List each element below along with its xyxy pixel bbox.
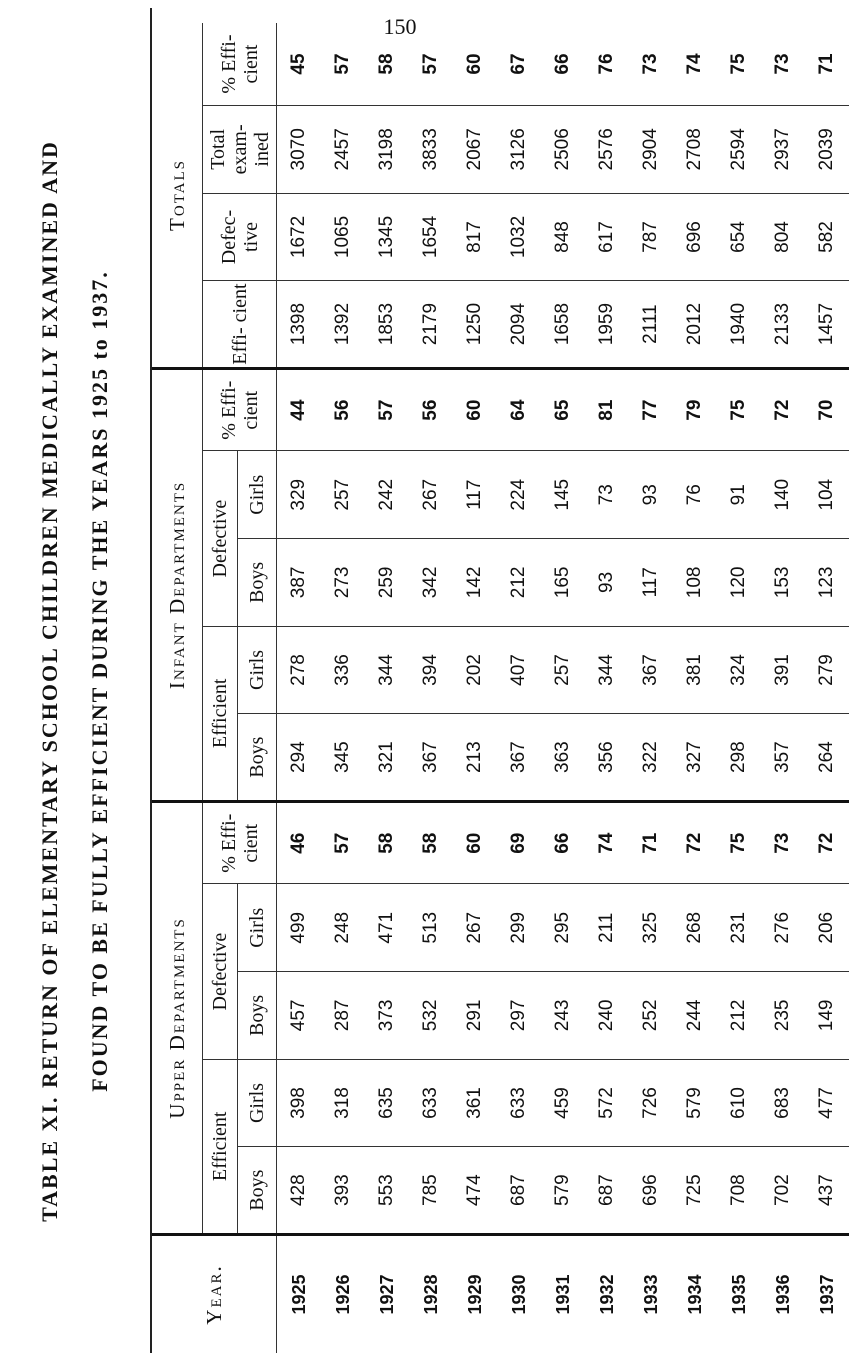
cell-u-eff-girls: 726 <box>629 1059 673 1147</box>
totals-defective-header: Defec- tive <box>203 193 277 281</box>
cell-i-def-girls: 104 <box>805 451 849 539</box>
table-row <box>761 23 805 1353</box>
table-title <box>0 0 150 1361</box>
cell-year: 1930 <box>508 1274 529 1315</box>
cell-t-total: 2904 <box>629 106 673 194</box>
cell-u-def-girls: 268 <box>673 884 717 972</box>
cell-t-pct: 66 <box>541 23 585 106</box>
cell-i-pct: 56 <box>409 368 453 451</box>
cell-t-def: 1654 <box>409 193 453 281</box>
cell-t-eff: 2111 <box>629 281 673 369</box>
cell-i-def-girls: 242 <box>365 451 409 539</box>
cell-i-eff-girls: 344 <box>585 626 629 714</box>
cell-t-eff: 2179 <box>409 281 453 369</box>
cell-t-def: 1065 <box>321 193 365 281</box>
cell-u-def-boys: 297 <box>497 972 541 1060</box>
table-row <box>365 23 409 1353</box>
cell-i-def-girls: 224 <box>497 451 541 539</box>
cell-i-pct: 72 <box>761 368 805 451</box>
cell-year: 1928 <box>420 1274 441 1315</box>
cell-u-eff-boys: 553 <box>365 1147 409 1235</box>
cell-t-eff: 1853 <box>365 281 409 369</box>
cell-u-eff-girls: 683 <box>761 1059 805 1147</box>
cell-i-def-girls: 117 <box>453 451 497 539</box>
cell-u-eff-boys: 785 <box>409 1147 453 1235</box>
rotated-table-container <box>152 23 837 1353</box>
cell-i-eff-boys: 213 <box>453 714 497 802</box>
table-row <box>497 23 541 1353</box>
table-row <box>673 23 717 1353</box>
cell-t-pct: 74 <box>673 23 717 106</box>
cell-t-total: 3833 <box>409 106 453 194</box>
table-row <box>585 23 629 1353</box>
cell-i-def-boys: 342 <box>409 539 453 627</box>
cell-t-pct: 58 <box>365 23 409 106</box>
cell-i-def-girls: 329 <box>277 451 322 539</box>
cell-i-eff-girls: 278 <box>277 626 322 714</box>
title-line-2: FOUND TO BE FULLY EFFICIENT DURING THE YEARS 1925 to 1937. <box>87 269 112 1092</box>
cell-t-eff: 2133 <box>761 281 805 369</box>
cell-u-def-boys: 291 <box>453 972 497 1060</box>
cell-u-eff-girls: 635 <box>365 1059 409 1147</box>
cell-i-eff-boys: 367 <box>409 714 453 802</box>
cell-u-def-girls: 267 <box>453 884 497 972</box>
cell-t-def: 617 <box>585 193 629 281</box>
cell-t-total: 2594 <box>717 106 761 194</box>
year-header: Year. <box>152 1234 277 1353</box>
cell-u-pct: 74 <box>585 801 629 884</box>
cell-year: 1931 <box>552 1274 573 1315</box>
cell-i-def-boys: 108 <box>673 539 717 627</box>
cell-u-def-girls: 206 <box>805 884 849 972</box>
cell-u-eff-boys: 702 <box>761 1147 805 1235</box>
cell-t-eff: 2012 <box>673 281 717 369</box>
cell-u-pct: 66 <box>541 801 585 884</box>
cell-t-pct: 71 <box>805 23 849 106</box>
cell-t-def: 787 <box>629 193 673 281</box>
totals-efficient-header: Effi- cient <box>203 281 277 369</box>
cell-u-pct: 46 <box>277 801 322 884</box>
cell-u-eff-girls: 361 <box>453 1059 497 1147</box>
cell-i-eff-girls: 394 <box>409 626 453 714</box>
cell-year: 1926 <box>332 1274 353 1315</box>
cell-i-eff-boys: 363 <box>541 714 585 802</box>
cell-u-def-boys: 373 <box>365 972 409 1060</box>
cell-i-eff-boys: 322 <box>629 714 673 802</box>
cell-i-pct: 64 <box>497 368 541 451</box>
cell-i-eff-boys: 264 <box>805 714 849 802</box>
infant-def-boys-header: Boys <box>238 539 277 627</box>
cell-u-eff-boys: 437 <box>805 1147 849 1235</box>
infant-efficient-header: Efficient <box>203 626 238 801</box>
cell-u-eff-boys: 687 <box>585 1147 629 1235</box>
cell-t-def: 696 <box>673 193 717 281</box>
cell-u-pct: 75 <box>717 801 761 884</box>
cell-u-def-girls: 499 <box>277 884 322 972</box>
cell-t-total: 2576 <box>585 106 629 194</box>
cell-t-pct: 75 <box>717 23 761 106</box>
cell-t-eff: 1959 <box>585 281 629 369</box>
cell-u-eff-girls: 610 <box>717 1059 761 1147</box>
cell-t-eff: 1940 <box>717 281 761 369</box>
cell-u-def-boys: 252 <box>629 972 673 1060</box>
cell-t-total: 3198 <box>365 106 409 194</box>
cell-u-eff-girls: 633 <box>409 1059 453 1147</box>
cell-u-eff-girls: 477 <box>805 1059 849 1147</box>
cell-u-eff-boys: 474 <box>453 1147 497 1235</box>
table-row <box>453 23 497 1353</box>
cell-u-pct: 72 <box>673 801 717 884</box>
cell-u-def-boys: 244 <box>673 972 717 1060</box>
cell-i-pct: 44 <box>277 368 322 451</box>
title-line-1: TABLE XI. RETURN OF ELEMENTARY SCHOOL CHILDREN MEDICALLY EXAMINED AND <box>37 139 62 1222</box>
cell-i-eff-girls: 279 <box>805 626 849 714</box>
infant-pct-efficient-header: % Effi- cient <box>203 368 277 451</box>
cell-u-def-boys: 287 <box>321 972 365 1060</box>
cell-u-def-girls: 513 <box>409 884 453 972</box>
cell-t-eff: 2094 <box>497 281 541 369</box>
cell-i-def-boys: 120 <box>717 539 761 627</box>
cell-u-def-girls: 299 <box>497 884 541 972</box>
cell-year: 1932 <box>596 1274 617 1315</box>
cell-year: 1936 <box>772 1274 793 1315</box>
cell-i-def-boys: 153 <box>761 539 805 627</box>
cell-i-pct: 79 <box>673 368 717 451</box>
cell-u-def-girls: 211 <box>585 884 629 972</box>
cell-i-def-boys: 212 <box>497 539 541 627</box>
cell-i-def-girls: 145 <box>541 451 585 539</box>
cell-t-total: 2708 <box>673 106 717 194</box>
cell-i-eff-boys: 321 <box>365 714 409 802</box>
cell-t-eff: 1658 <box>541 281 585 369</box>
cell-t-pct: 73 <box>629 23 673 106</box>
table-row <box>541 23 585 1353</box>
cell-u-def-girls: 471 <box>365 884 409 972</box>
cell-i-def-boys: 117 <box>629 539 673 627</box>
cell-u-def-boys: 235 <box>761 972 805 1060</box>
cell-u-def-boys: 212 <box>717 972 761 1060</box>
cell-i-eff-girls: 324 <box>717 626 761 714</box>
cell-year: 1927 <box>376 1274 397 1315</box>
cell-u-def-girls: 295 <box>541 884 585 972</box>
table-row <box>805 23 849 1353</box>
cell-i-eff-boys: 356 <box>585 714 629 802</box>
cell-i-def-girls: 76 <box>673 451 717 539</box>
cell-t-total: 2937 <box>761 106 805 194</box>
upper-eff-girls-header: Girls <box>238 1059 277 1147</box>
totals-header: Totals <box>152 23 203 368</box>
cell-u-pct: 58 <box>409 801 453 884</box>
cell-t-total: 2039 <box>805 106 849 194</box>
cell-u-pct: 69 <box>497 801 541 884</box>
cell-i-eff-girls: 381 <box>673 626 717 714</box>
cell-u-def-boys: 149 <box>805 972 849 1060</box>
cell-u-def-boys: 243 <box>541 972 585 1060</box>
cell-u-def-girls: 231 <box>717 884 761 972</box>
cell-u-def-boys: 240 <box>585 972 629 1060</box>
cell-t-total: 3126 <box>497 106 541 194</box>
cell-t-def: 817 <box>453 193 497 281</box>
cell-i-pct: 77 <box>629 368 673 451</box>
examination-table <box>152 23 849 1353</box>
cell-u-eff-boys: 687 <box>497 1147 541 1235</box>
cell-t-eff: 1457 <box>805 281 849 369</box>
upper-efficient-header: Efficient <box>203 1059 238 1234</box>
cell-u-def-girls: 325 <box>629 884 673 972</box>
cell-i-eff-boys: 357 <box>761 714 805 802</box>
cell-t-pct: 67 <box>497 23 541 106</box>
cell-t-def: 654 <box>717 193 761 281</box>
cell-year: 1929 <box>464 1274 485 1315</box>
cell-u-eff-boys: 393 <box>321 1147 365 1235</box>
table-row <box>321 23 365 1353</box>
cell-u-eff-girls: 318 <box>321 1059 365 1147</box>
cell-t-total: 2457 <box>321 106 365 194</box>
cell-u-pct: 58 <box>365 801 409 884</box>
cell-u-eff-boys: 725 <box>673 1147 717 1235</box>
cell-u-eff-boys: 696 <box>629 1147 673 1235</box>
cell-u-eff-girls: 633 <box>497 1059 541 1147</box>
infant-departments-header: Infant Departments <box>152 368 203 801</box>
cell-t-pct: 45 <box>277 23 322 106</box>
cell-year: 1937 <box>816 1274 837 1315</box>
cell-i-def-girls: 93 <box>629 451 673 539</box>
cell-i-eff-girls: 367 <box>629 626 673 714</box>
cell-i-pct: 81 <box>585 368 629 451</box>
cell-i-pct: 60 <box>453 368 497 451</box>
totals-examined-header: Total exam- ined <box>203 106 277 194</box>
cell-i-def-girls: 73 <box>585 451 629 539</box>
cell-u-def-girls: 248 <box>321 884 365 972</box>
table-row <box>629 23 673 1353</box>
cell-u-def-girls: 276 <box>761 884 805 972</box>
cell-i-eff-boys: 327 <box>673 714 717 802</box>
cell-t-def: 1345 <box>365 193 409 281</box>
cell-u-eff-girls: 398 <box>277 1059 322 1147</box>
cell-t-total: 2067 <box>453 106 497 194</box>
cell-t-def: 1672 <box>277 193 322 281</box>
cell-u-def-boys: 457 <box>277 972 322 1060</box>
cell-t-pct: 57 <box>409 23 453 106</box>
upper-defective-header: Defective <box>203 884 238 1059</box>
cell-i-pct: 75 <box>717 368 761 451</box>
cell-u-pct: 72 <box>805 801 849 884</box>
cell-u-eff-girls: 459 <box>541 1059 585 1147</box>
cell-u-eff-girls: 572 <box>585 1059 629 1147</box>
cell-i-def-girls: 267 <box>409 451 453 539</box>
page-number: 150 <box>383 14 417 39</box>
infant-eff-boys-header: Boys <box>238 714 277 802</box>
cell-i-eff-boys: 294 <box>277 714 322 802</box>
infant-def-girls-header: Girls <box>238 451 277 539</box>
table-row <box>717 23 761 1353</box>
cell-t-def: 1032 <box>497 193 541 281</box>
cell-i-def-boys: 259 <box>365 539 409 627</box>
infant-defective-header: Defective <box>203 451 238 626</box>
cell-t-def: 848 <box>541 193 585 281</box>
cell-i-eff-girls: 202 <box>453 626 497 714</box>
cell-i-pct: 70 <box>805 368 849 451</box>
cell-t-pct: 60 <box>453 23 497 106</box>
cell-i-eff-girls: 344 <box>365 626 409 714</box>
cell-i-eff-girls: 391 <box>761 626 805 714</box>
cell-t-eff: 1250 <box>453 281 497 369</box>
cell-i-def-girls: 140 <box>761 451 805 539</box>
table-row <box>277 23 322 1353</box>
cell-u-eff-boys: 428 <box>277 1147 322 1235</box>
upper-def-boys-header: Boys <box>238 972 277 1060</box>
cell-i-def-boys: 142 <box>453 539 497 627</box>
upper-def-girls-header: Girls <box>238 884 277 972</box>
cell-i-def-boys: 273 <box>321 539 365 627</box>
cell-u-eff-boys: 579 <box>541 1147 585 1235</box>
cell-t-pct: 73 <box>761 23 805 106</box>
cell-year: 1933 <box>640 1274 661 1315</box>
cell-t-def: 804 <box>761 193 805 281</box>
cell-i-def-boys: 123 <box>805 539 849 627</box>
upper-pct-efficient-header: % Effi- cient <box>203 801 277 884</box>
cell-t-total: 3070 <box>277 106 322 194</box>
cell-i-pct: 65 <box>541 368 585 451</box>
totals-pct-efficient-header: % Effi- cient <box>203 23 277 106</box>
cell-year: 1935 <box>728 1274 749 1315</box>
cell-t-def: 582 <box>805 193 849 281</box>
cell-i-def-boys: 387 <box>277 539 322 627</box>
cell-i-pct: 56 <box>321 368 365 451</box>
cell-i-def-girls: 91 <box>717 451 761 539</box>
cell-u-def-boys: 532 <box>409 972 453 1060</box>
cell-u-pct: 71 <box>629 801 673 884</box>
cell-i-eff-girls: 257 <box>541 626 585 714</box>
upper-departments-header: Upper Departments <box>152 801 203 1234</box>
upper-eff-boys-header: Boys <box>238 1147 277 1235</box>
cell-u-pct: 60 <box>453 801 497 884</box>
cell-u-eff-boys: 708 <box>717 1147 761 1235</box>
cell-i-def-boys: 165 <box>541 539 585 627</box>
cell-t-total: 2506 <box>541 106 585 194</box>
cell-t-pct: 76 <box>585 23 629 106</box>
cell-u-eff-girls: 579 <box>673 1059 717 1147</box>
cell-year: 1925 <box>288 1274 309 1315</box>
cell-t-eff: 1398 <box>277 281 322 369</box>
table-row <box>409 23 453 1353</box>
cell-i-pct: 57 <box>365 368 409 451</box>
cell-t-pct: 57 <box>321 23 365 106</box>
table-body <box>277 23 849 1353</box>
cell-year: 1934 <box>684 1274 705 1315</box>
cell-i-def-girls: 257 <box>321 451 365 539</box>
cell-t-eff: 1392 <box>321 281 365 369</box>
cell-i-def-boys: 93 <box>585 539 629 627</box>
cell-u-pct: 57 <box>321 801 365 884</box>
cell-i-eff-boys: 367 <box>497 714 541 802</box>
cell-i-eff-boys: 298 <box>717 714 761 802</box>
cell-i-eff-boys: 345 <box>321 714 365 802</box>
cell-i-eff-girls: 407 <box>497 626 541 714</box>
cell-i-eff-girls: 336 <box>321 626 365 714</box>
infant-eff-girls-header: Girls <box>238 626 277 714</box>
cell-u-pct: 73 <box>761 801 805 884</box>
